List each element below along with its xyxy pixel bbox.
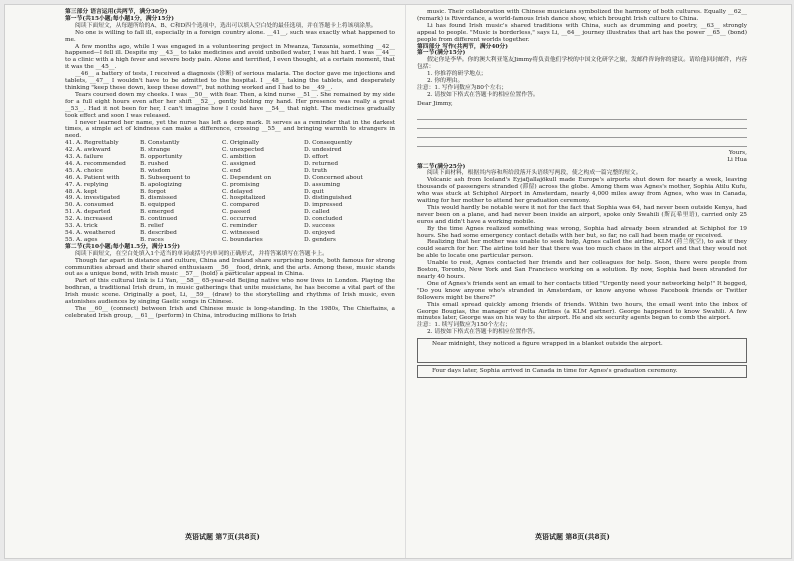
option-cell: 53. A. trick — [65, 223, 98, 230]
option-cell: D. returned — [304, 160, 339, 167]
option-cell: C. hospitalized — [222, 195, 266, 202]
option-cell: 43. A. failure — [65, 154, 104, 161]
option-cell: B. races — [140, 236, 164, 243]
option-cell: C. promising — [222, 181, 260, 188]
continuation-box-1 — [417, 338, 747, 363]
option-cell: D. called — [304, 209, 330, 216]
story-passage — [417, 177, 747, 322]
continuation-start-2: Four days later, Sophia arrived in Canada in time for Agnes's graduation ceremony. — [432, 368, 678, 375]
option-cell: D. truth — [304, 167, 328, 174]
option-cell: 49. A. investigated — [65, 195, 121, 202]
option-cell: D. enjoyed — [304, 230, 335, 236]
option-cell: B. described — [140, 230, 177, 236]
option-cell: 48. A. kept — [65, 188, 97, 195]
writing1-instructions: 假定你是李华。你的澳大利亚笔友Jimmy将负责他们学校的中国文化研学之旅，发邮件咨询你的建议。请给他回封邮件，内容包括： — [417, 57, 747, 71]
grammar-passage — [65, 258, 395, 320]
left-page — [65, 9, 395, 320]
option-cell: B. Subsequent to — [140, 174, 191, 181]
option-cell: D. concluded — [304, 216, 343, 223]
part2-instructions: 阅读下面短文，在空白处填入1个适当的单词或括号内单词的正确形式，并将答案填写在答题卡上。 — [75, 250, 328, 257]
page-footer-right: 英语试题 第8页(共8页) — [535, 532, 610, 541]
passage-paragraph: One of Agnes's friends sent an email to her contacts titled "Urgently need your networking help!" It begged, "Do you know anyone who's stranded in Amsterdam, or know anyone whose Facebook friends or Twitter followers might be there?" — [417, 280, 747, 301]
option-cell: C. unexpected — [222, 147, 264, 154]
passage-paragraph: Realizing that her mother was unable to seek help, Agnes called the airline, KLM (荷兰航空), to ask if they could search for her. The airline told her that there was too much chaos in the airport and that they would not be able to locate one particular person. — [417, 239, 747, 260]
cloze-options — [65, 140, 395, 244]
option-cell: C. end — [222, 167, 241, 174]
option-cell: B. equipped — [140, 202, 176, 209]
option-cell: C. Originally — [222, 140, 260, 147]
option-cell: C. occurred — [222, 216, 257, 223]
option-cell: B. strange — [140, 147, 171, 154]
option-cell: C. assigned — [222, 160, 256, 167]
part1-title: 第一节(共15小题;每小题1分，满分15分) — [65, 15, 174, 22]
option-cell: D. success — [304, 223, 335, 230]
passage-paragraph: A few months ago, while I was engaged in a volunteering project in Mwanza, Tanzania, something __42__ happened—I fell ill. Despite my __43__ to take medicines and avoid unboiled water, I was hit hard. I was __44__ to a clinic with a high fever and severe body pain. Alone and terrified, I even thought, at a certain moment, that it was the __45__. — [65, 43, 395, 71]
grammar-passage-continued — [417, 9, 747, 44]
cloze-passage — [65, 30, 395, 141]
passage-paragraph: __46__ a battery of tests, I received a diagnosis (诊断) of serious malaria. The doctor gave me injections and tablets, __47__ I wouldn't have to be admitted to the hospital. I __48__ taking the tablets, and desperately thinking "keep these down, keep these down!", but nothing worked and I had to be __49__. — [65, 71, 395, 91]
option-cell: 51. A. departed — [65, 209, 111, 216]
page-divider — [405, 5, 406, 558]
option-cell: 54. A. weathered — [65, 230, 116, 236]
option-cell: D. quit — [304, 188, 324, 195]
option-cell: B. dismissed — [140, 195, 177, 202]
option-cell: D. undesired — [304, 147, 342, 154]
option-cell: D. assuming — [304, 181, 341, 188]
exam-sheet — [4, 4, 792, 559]
passage-paragraph: Volcanic ash from Iceland's Eyjafjallajökull made Europe's airports shut down for nearly a week, leaving thousands of passengers stranded (滞留) across the globe. Among them was Agnes's mother, Sophia Atilu Kufu, who was stuck at Schiphol Airport in Amsterdam, nearly 4,000 miles away from Agnes, who was in Canada, waiting for her mother to attend her graduation ceremony. — [417, 177, 747, 205]
letter-signoff: Yours, — [728, 149, 747, 156]
passage-paragraph: This would hardly be notable were it not for the fact that Sophia was 64, had never been outside Kenya, had never been on a plane, and had never been inside an airport, spoke only Swahili (斯瓦希里语), carried only 25 euros and didn't have a working mobile. — [417, 204, 747, 225]
option-cell: 42. A. awkward — [65, 147, 111, 154]
option-cell: D. Consequently — [304, 140, 353, 147]
section-title: 第三部分 语言运用(共两节，满分30分) — [65, 9, 168, 15]
passage-paragraph: Though far apart in distance and culture, China and Ireland share surprising bonds, both famous for strong communities abroad and their shared enthusiasm __56__ food, drink, and the arts. Among these, music stands out as a unique bond, with Irish music __57__ (hold) a particular appeal in China. — [65, 257, 395, 278]
option-cell: 44. A. recommended — [65, 160, 126, 167]
option-cell: 50. A. consumed — [65, 202, 114, 209]
option-cell: D. impressed — [304, 202, 343, 209]
writing1-note: 注意：1. 写作词数应为80个左右； — [417, 84, 508, 91]
passage-paragraph: Li has found Irish music's shared traditions with China, such as drumming and poetry, __63__ strongly appeal to people. "Music is borderless," says Li, __64__ journey illustrates that art has the power __65__ (bond) people from different worlds together. — [417, 22, 747, 43]
option-cell: B. relief — [140, 223, 164, 230]
option-cell: D. effort — [304, 154, 329, 161]
option-cell: 47. A. replying — [65, 181, 109, 188]
passage-paragraph: The __60__ (connect) between Irish and Chinese music is long-standing. In the 1980s, The Chieftains, a celebrated Irish group, __61__ (perform) in China, introducing millions to Irish — [65, 305, 395, 319]
writing1-point: 2. 你的理由。 — [427, 78, 464, 85]
passage-paragraph: No one is willing to fall ill, especially in a foreign country alone. __41__, such was exactly what happened to me. — [65, 29, 395, 43]
writing2-instructions: 阅读下面材料，根据其内容和所给段落开头语续写两段，使之构成一篇完整的短文。 — [427, 170, 642, 177]
part1-instructions: 阅读下面短文，从每题所给的A、B、C和D四个选项中，选出可以填入空白处的最佳选项，并在答题卡上将该项涂黑。 — [75, 22, 377, 29]
option-cell: B. Constantly — [140, 140, 180, 147]
option-cell: 55. A. ages — [65, 236, 98, 243]
option-cell: D. Concerned about — [304, 174, 363, 181]
letter-signature: Li Hua — [727, 156, 747, 163]
option-cell: C. compared — [222, 202, 260, 209]
option-cell: B. emerged — [140, 209, 174, 216]
passage-paragraph: Tears coursed down my cheeks. I was __50__ with fear. Then, a kind nurse __51__. She remained by my side for a full eight hours even after her shift __52__, gently holding my hand. Her presence was really a great __53__. Had it not been for her, I can't imagine how I could have __54__ that night. The medicines gradually took effect and soon I was released. — [65, 91, 395, 119]
option-cell: B. opportunity — [140, 154, 183, 161]
option-cell: B. apologizing — [140, 181, 182, 188]
passage-paragraph: This email spread quickly among friends of friends. Within two hours, the email went into the inbox of George Bougias, the manager of Delta Airlines (a KLM partner). George happened to know Swahili. A few minutes later, George was on his way to the airport. He and six security agents began to comb the airport. — [417, 301, 747, 322]
option-cell: B. forgot — [140, 188, 166, 195]
option-cell: D. genders — [304, 236, 336, 243]
option-cell: B. continued — [140, 216, 178, 223]
part2-title: 第二节(共10小题;每小题1.5分，满分15分) — [65, 243, 181, 250]
option-cell: C. boundaries — [222, 236, 263, 243]
passage-paragraph: Unable to rest, Agnes contacted her friends and her colleagues for help. Soon, there were people from Boston, Toronto, New York and San Francisco working on a solution. By now, Sophia had been stranded for nearly 40 hours. — [417, 260, 747, 280]
right-page — [417, 9, 747, 380]
passage-paragraph: Part of this cultural link is Li Yan, __58__ 65-year-old Beijing native who now lives in London. Playing the bodhran, a traditional Irish drum, in music gatherings that unite musicians, he has become a vital part of the Irish music scene. Originally a poet, Li, __59__ (draw) to the storytelling and rhythms of Irish music, even astonishes audiences by singing Gaelic songs in Chinese. — [65, 278, 395, 306]
option-cell: D. distinguished — [304, 195, 352, 202]
option-cell: C. delayed — [222, 188, 253, 195]
option-cell: C. reminder — [222, 223, 258, 230]
option-cell: C. witnessed — [222, 230, 260, 236]
writing1-title: 第一节(满分15分) — [417, 50, 466, 57]
passage-paragraph: I never learned her name, yet the nurse has left a deep mark. It serves as a reminder that in the darkest times, a simple act of kindness can make a difference, crossing __55__ and bringing warmth to strangers in need. — [65, 119, 395, 140]
writing2-note: 注意：1. 续写词数应为150个左右； — [417, 322, 511, 329]
continuation-start-1: Near midnight, they noticed a figure wrapped in a blanket outside the airport. — [432, 341, 663, 348]
passage-paragraph: By the time Agnes realized something was wrong, Sophia had already been stranded at Schiphol for 19 hours. She had some emergency contact details with her but, so far, no call had been made or received. — [417, 225, 747, 239]
writing1-note: 2. 请按如下格式在答题卡的相应位置作答。 — [427, 91, 539, 98]
option-cell: C. ambition — [222, 154, 256, 161]
option-cell: 41. A. Regrettably — [65, 140, 119, 147]
option-cell: 52. A. increased — [65, 216, 113, 223]
writing1-point: 1. 你推荐的研学地点； — [427, 71, 487, 78]
option-cell: C. Dependent on — [222, 174, 272, 181]
passage-paragraph: music. Their collaboration with Chinese musicians symbolized the harmony of both cultures. Equally __62__ (remark) is Riverdance, a world-famous Irish dance show, which brought Irish culture to China. — [417, 9, 747, 22]
option-cell: 46. A. Patient with — [65, 174, 120, 181]
writing-lines — [417, 111, 747, 147]
option-cell: C. passed — [222, 209, 251, 216]
letter-salutation: Dear Jimmy, — [417, 100, 453, 107]
writing2-note: 2. 请按如下格式在答题卡的相应位置作答。 — [427, 329, 539, 336]
continuation-box-2 — [417, 365, 747, 378]
page-footer-left: 英语试题 第7页(共8页) — [185, 532, 260, 541]
writing2-title: 第二节(满分25分) — [417, 163, 466, 170]
section4-title: 第四部分 写作(共两节，满分40分) — [417, 43, 508, 50]
option-cell: 45. A. choice — [65, 167, 103, 174]
option-cell: B. rushed — [140, 160, 169, 167]
option-cell: B. wisdom — [140, 167, 171, 174]
